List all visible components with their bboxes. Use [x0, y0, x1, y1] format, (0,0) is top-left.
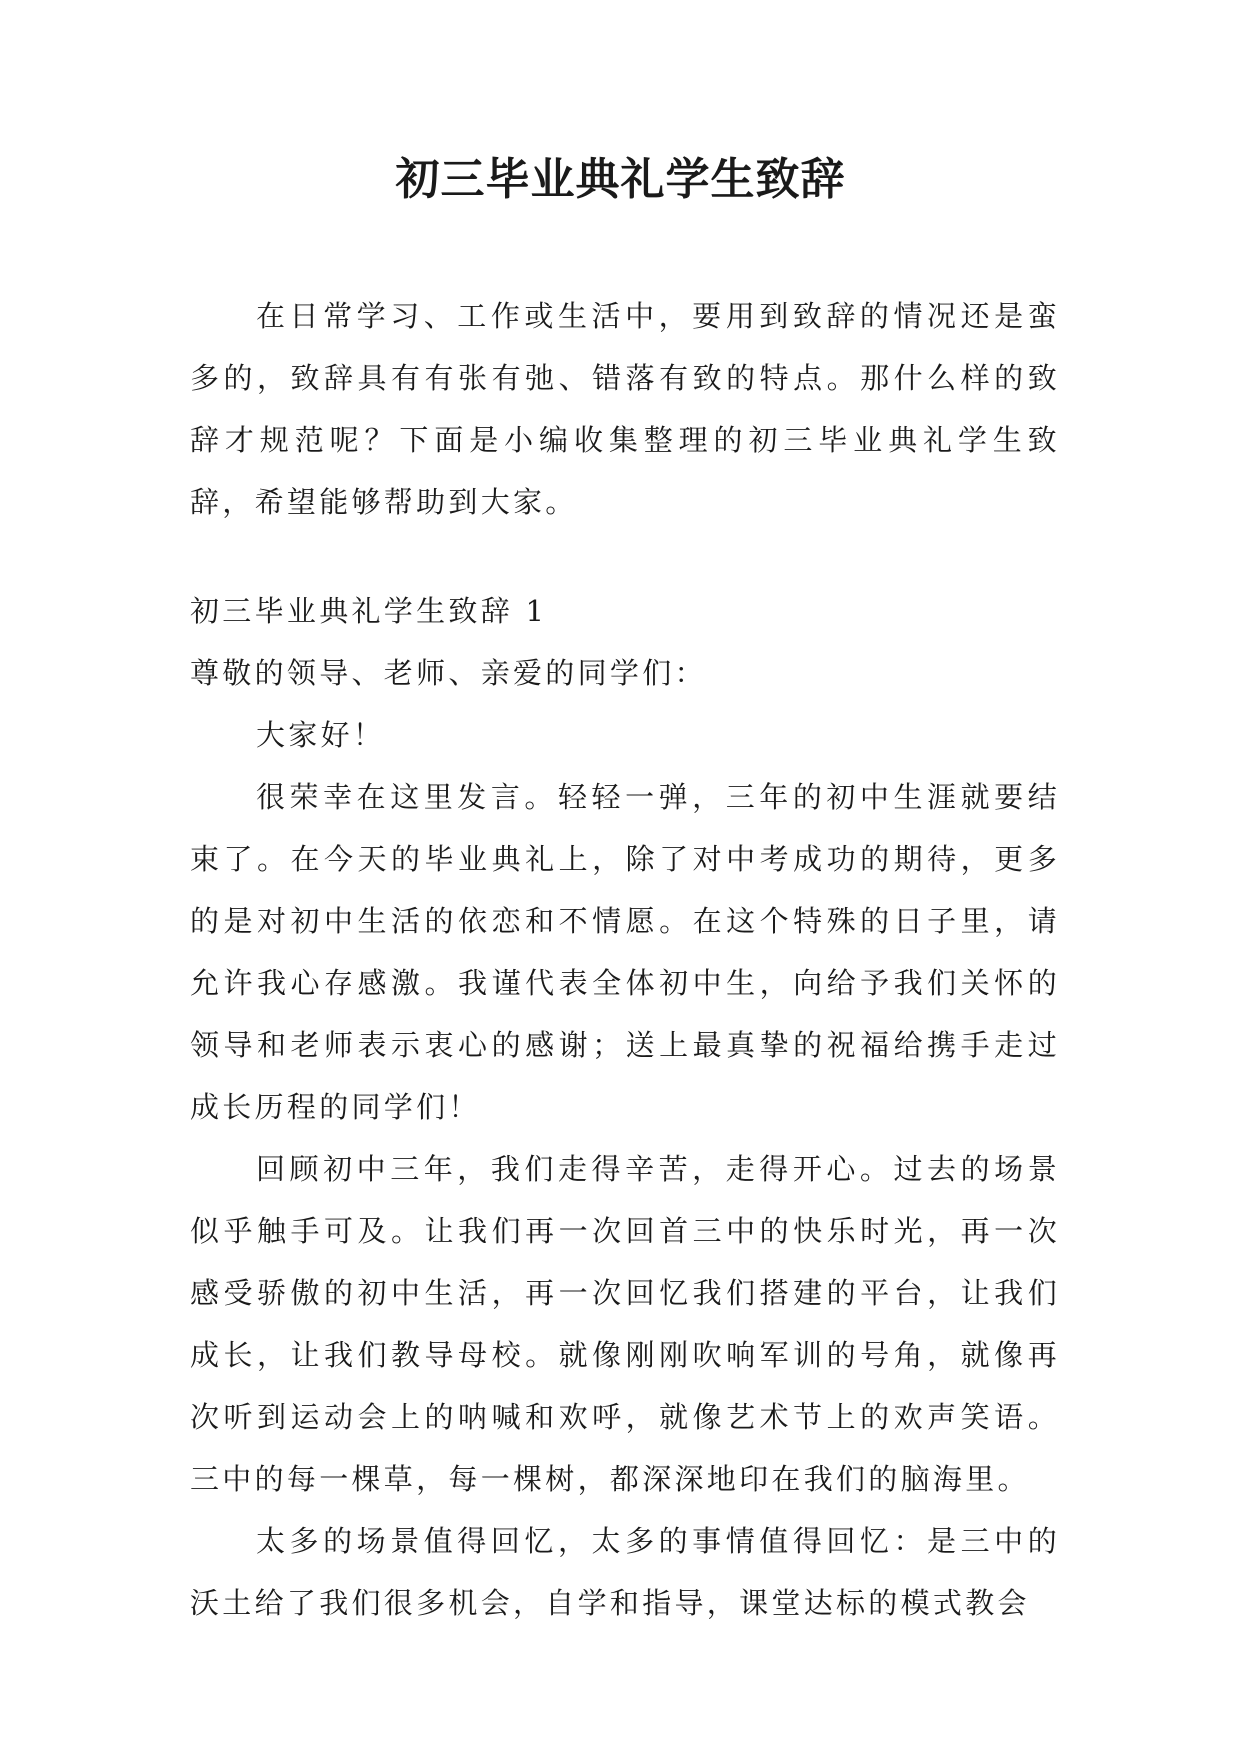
document-title: 初三毕业典礼学生致辞 — [395, 154, 846, 205]
body-paragraph: 回顾初中三年，我们走得辛苦，走得开心。过去的场景似乎触手可及。让我们再一次回首三中的快乐时光，再一次感受骄傲的初中生活，再一次回忆我们搭建的平台，让我们成长，让我们教导母校。就像刚刚吹响军训的号角，就像再次听到运动会上的呐喊和欢呼，就像艺术节上的欢声笑语。三中的每一棵草，每一棵树，都深深地印在我们的脑海里。 — [190, 1152, 1060, 1496]
document-body — [190, 285, 1060, 1634]
section-spacer — [190, 533, 1060, 580]
body-paragraph: 很荣幸在这里发言。轻轻一弹，三年的初中生涯就要结束了。在今天的毕业典礼上，除了对中考成功的期待，更多的是对初中生活的依恋和不情愿。在这个特殊的日子里，请允许我心存感激。我谨代表全体初中生，向给予我们关怀的领导和老师表示衷心的感谢；送上最真挚的祝福给携手走过成长历程的同学们！ — [190, 780, 1060, 1124]
salutation: 尊敬的领导、老师、亲爱的同学们： — [190, 656, 707, 690]
greeting: 大家好！ — [256, 718, 386, 752]
section-heading: 初三毕业典礼学生致辞 1 — [190, 594, 548, 628]
intro-paragraph: 在日常学习、工作或生活中，要用到致辞的情况还是蛮多的，致辞具有有张有弛、错落有致的特点。那什么样的致辞才规范呢？下面是小编收集整理的初三毕业典礼学生致辞，希望能够帮助到大家。 — [190, 299, 1060, 519]
body-paragraph: 太多的场景值得回忆，太多的事情值得回忆：是三中的沃土给了我们很多机会，自学和指导，课堂达标的模式教会 — [190, 1524, 1060, 1620]
